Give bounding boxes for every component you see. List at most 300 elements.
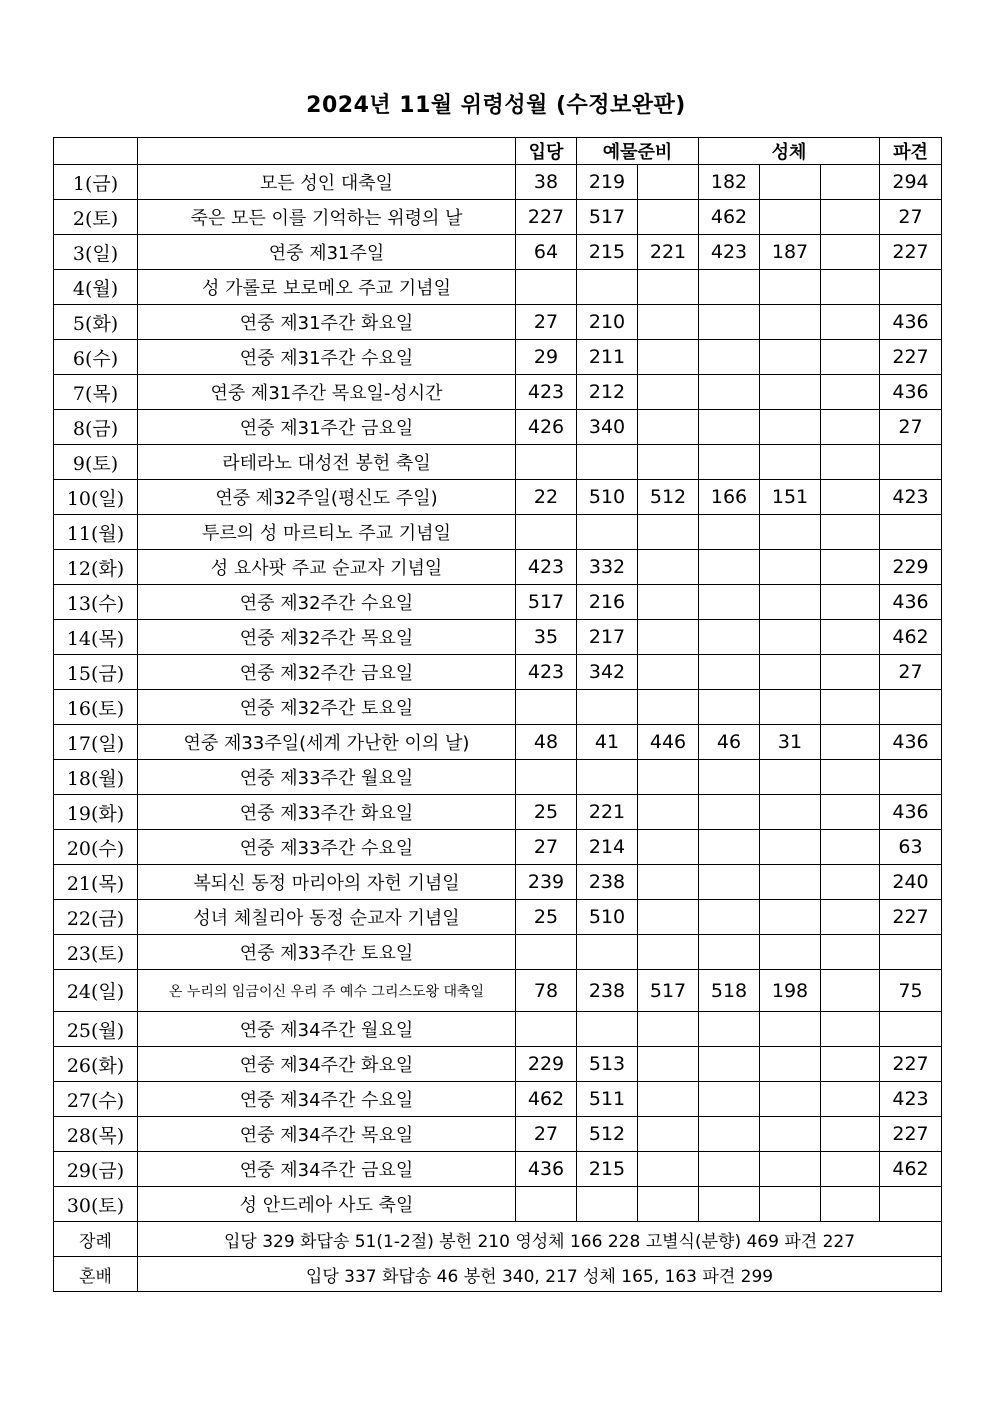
liturgy-name-cell: 연중 제33주간 화요일 [138,795,516,830]
hymn-number-cell [821,270,880,305]
hymn-number-cell [516,690,577,725]
hymn-number-cell [699,795,760,830]
hymn-number-cell [638,375,699,410]
date-cell: 23(토) [54,935,138,970]
liturgy-name-cell: 연중 제34주간 화요일 [138,1047,516,1082]
hymn-number-cell [638,515,699,550]
liturgy-name-cell: 연중 제32주간 수요일 [138,585,516,620]
date-cell: 28(목) [54,1117,138,1152]
liturgy-name-cell: 연중 제32주일(평신도 주일) [138,480,516,515]
hymn-number-cell [821,795,880,830]
date-cell: 16(토) [54,690,138,725]
table-row [54,1012,942,1047]
hymn-number-cell [699,270,760,305]
table-row [54,620,942,655]
date-cell: 18(월) [54,760,138,795]
hymn-number-cell [638,865,699,900]
liturgy-name-cell: 연중 제31주간 목요일-성시간 [138,375,516,410]
liturgy-name-cell: 라테라노 대성전 봉헌 축일 [138,445,516,480]
hymn-number-cell [699,935,760,970]
hymn-number-cell: 27 [880,200,942,235]
hymn-number-cell: 423 [880,480,942,515]
hymn-number-cell [638,1012,699,1047]
hymn-number-cell: 27 [516,830,577,865]
hymn-number-cell [760,305,821,340]
date-cell: 19(화) [54,795,138,830]
hymn-number-cell [760,550,821,585]
hymn-number-cell [821,655,880,690]
hymn-number-cell [760,865,821,900]
hymn-number-cell [821,585,880,620]
hymn-number-cell [821,690,880,725]
date-cell: 29(금) [54,1152,138,1187]
hymn-number-cell [760,515,821,550]
liturgy-name-cell: 연중 제31주간 금요일 [138,410,516,445]
hymn-number-cell [699,515,760,550]
hymn-number-cell [638,1187,699,1222]
liturgy-name-cell: 연중 제33주간 토요일 [138,935,516,970]
liturgy-name-cell: 연중 제34주간 금요일 [138,1152,516,1187]
hymn-number-cell [699,760,760,795]
hymn-number-cell [638,620,699,655]
hymn-number-cell: 214 [577,830,638,865]
table-row [54,1152,942,1187]
hymn-number-cell: 436 [880,585,942,620]
hymn-number-cell [638,585,699,620]
hymn-number-cell: 517 [516,585,577,620]
hymn-number-cell [880,270,942,305]
hymn-number-cell: 462 [516,1082,577,1117]
date-cell: 13(수) [54,585,138,620]
hymn-number-cell [821,935,880,970]
hymn-number-cell [821,515,880,550]
hymn-number-cell: 517 [638,970,699,1012]
hymn-number-cell: 423 [516,375,577,410]
date-cell: 26(화) [54,1047,138,1082]
liturgy-name-cell: 모든 성인 대축일 [138,165,516,200]
liturgy-name-cell: 연중 제31주간 화요일 [138,305,516,340]
hymn-number-cell: 46 [699,725,760,760]
header-dismissal: 파견 [880,138,942,165]
table-row [54,165,942,200]
date-cell: 9(토) [54,445,138,480]
hymn-number-cell: 462 [699,200,760,235]
hymn-number-cell: 78 [516,970,577,1012]
liturgy-name-cell: 연중 제31주일 [138,235,516,270]
table-row [54,270,942,305]
hymn-number-cell [821,235,880,270]
table-row [54,410,942,445]
date-cell: 15(금) [54,655,138,690]
hymn-number-cell [821,1082,880,1117]
liturgy-name-cell: 죽은 모든 이를 기억하는 위령의 날 [138,200,516,235]
hymn-number-cell [760,900,821,935]
date-cell: 10(일) [54,480,138,515]
document-title: 2024년 11월 위령성월 (수정보완판) [306,93,686,118]
date-cell: 6(수) [54,340,138,375]
hymn-number-cell [821,480,880,515]
hymn-number-cell: 423 [699,235,760,270]
table-row [54,970,942,1012]
date-cell: 20(수) [54,830,138,865]
hymn-number-cell [821,1117,880,1152]
hymn-number-cell [760,1012,821,1047]
footer-row [54,1257,942,1292]
hymn-number-cell [638,550,699,585]
hymn-number-cell: 215 [577,1152,638,1187]
hymn-number-cell [880,1187,942,1222]
hymn-number-cell: 436 [880,795,942,830]
hymn-number-cell: 332 [577,550,638,585]
hymn-number-cell: 215 [577,235,638,270]
table-row [54,340,942,375]
hymn-number-cell [638,655,699,690]
table-row [54,865,942,900]
date-cell: 11(월) [54,515,138,550]
hymn-number-cell: 423 [880,1082,942,1117]
hymn-number-cell [880,690,942,725]
hymn-number-cell [880,515,942,550]
hymn-number-cell: 182 [699,165,760,200]
table-row [54,900,942,935]
hymn-number-cell [699,1012,760,1047]
hymn-number-cell [577,1187,638,1222]
hymn-number-cell [638,1047,699,1082]
hymn-number-cell [821,305,880,340]
table-row [54,1047,942,1082]
date-cell: 5(화) [54,305,138,340]
hymn-number-cell [516,1187,577,1222]
hymn-number-cell: 216 [577,585,638,620]
header-name-cell [138,138,516,165]
table-row [54,445,942,480]
liturgy-name-cell: 성녀 체칠리아 동정 순교자 기념일 [138,900,516,935]
hymn-number-cell: 436 [880,305,942,340]
liturgy-name-cell: 연중 제33주간 수요일 [138,830,516,865]
hymn-number-cell [821,445,880,480]
footer-label: 장례 [54,1222,138,1257]
hymn-number-cell: 342 [577,655,638,690]
hymn-number-cell [638,935,699,970]
hymn-number-cell [577,1012,638,1047]
liturgy-name-cell: 연중 제31주간 수요일 [138,340,516,375]
hymn-number-cell: 510 [577,900,638,935]
hymn-number-cell [699,900,760,935]
hymn-number-cell: 27 [880,655,942,690]
hymn-number-cell [699,305,760,340]
hymn-number-cell: 510 [577,480,638,515]
hymn-number-cell: 294 [880,165,942,200]
table-row [54,795,942,830]
hymn-number-cell [699,550,760,585]
hymn-number-cell: 227 [880,900,942,935]
liturgy-name-cell: 성 요사팟 주교 순교자 기념일 [138,550,516,585]
hymn-number-cell: 227 [516,200,577,235]
hymn-number-cell: 166 [699,480,760,515]
hymn-number-cell: 221 [638,235,699,270]
liturgy-name-cell: 성 안드레아 사도 축일 [138,1187,516,1222]
hymn-number-cell [821,1152,880,1187]
hymn-number-cell [760,935,821,970]
liturgy-name-cell: 투르의 성 마르티노 주교 기념일 [138,515,516,550]
table-row [54,655,942,690]
date-cell: 22(금) [54,900,138,935]
header-date-cell [54,138,138,165]
date-cell: 17(일) [54,725,138,760]
hymn-number-cell [577,515,638,550]
hymn-number-cell: 436 [880,725,942,760]
hymn-number-cell [821,900,880,935]
hymn-number-cell: 187 [760,235,821,270]
hymn-number-cell: 212 [577,375,638,410]
hymn-number-cell [699,1082,760,1117]
hymn-number-cell [760,1047,821,1082]
hymn-number-cell: 238 [577,970,638,1012]
hymn-number-cell: 63 [880,830,942,865]
hymn-number-cell [760,585,821,620]
table-row [54,690,942,725]
liturgy-name-cell: 성 가롤로 보로메오 주교 기념일 [138,270,516,305]
hymn-number-cell [516,760,577,795]
hymn-number-cell: 426 [516,410,577,445]
table-row [54,1117,942,1152]
hymn-number-cell [760,1082,821,1117]
header-row [54,138,942,165]
date-cell: 2(토) [54,200,138,235]
header-entrance: 입당 [516,138,577,165]
date-cell: 7(목) [54,375,138,410]
hymn-number-cell: 25 [516,900,577,935]
hymn-number-cell [821,1047,880,1082]
hymn-number-cell [638,305,699,340]
hymn-number-cell: 217 [577,620,638,655]
header-offertory: 예물준비 [577,138,699,165]
liturgy-name-cell: 복되신 동정 마리아의 자헌 기념일 [138,865,516,900]
date-cell: 21(목) [54,865,138,900]
hymn-number-cell [699,1187,760,1222]
hymn-number-cell [638,270,699,305]
date-cell: 12(화) [54,550,138,585]
table-row [54,1082,942,1117]
hymn-number-cell [638,200,699,235]
hymn-number-cell [577,935,638,970]
hymn-number-cell: 64 [516,235,577,270]
hymn-number-cell: 210 [577,305,638,340]
hymn-schedule-table [53,137,942,1292]
hymn-number-cell [699,655,760,690]
hymn-number-cell: 462 [880,620,942,655]
hymn-number-cell [821,1187,880,1222]
hymn-number-cell: 239 [516,865,577,900]
hymn-number-cell [760,200,821,235]
liturgy-name-cell: 연중 제34주간 월요일 [138,1012,516,1047]
hymn-number-cell [821,410,880,445]
hymn-number-cell: 151 [760,480,821,515]
table-row [54,585,942,620]
hymn-number-cell [821,340,880,375]
hymn-number-cell: 512 [638,480,699,515]
hymn-number-cell: 27 [516,305,577,340]
hymn-number-cell [760,410,821,445]
hymn-number-cell: 198 [760,970,821,1012]
table-row [54,725,942,760]
hymn-number-cell [821,200,880,235]
hymn-number-cell: 27 [880,410,942,445]
hymn-number-cell: 511 [577,1082,638,1117]
table-row [54,760,942,795]
hymn-number-cell [638,1152,699,1187]
hymn-number-cell: 227 [880,1047,942,1082]
hymn-number-cell [821,725,880,760]
hymn-number-cell: 513 [577,1047,638,1082]
hymn-number-cell [699,620,760,655]
hymn-number-cell: 423 [516,550,577,585]
hymn-number-cell [821,165,880,200]
hymn-number-cell: 517 [577,200,638,235]
hymn-number-cell [760,1152,821,1187]
table-row [54,200,942,235]
hymn-number-cell [880,445,942,480]
date-cell: 25(월) [54,1012,138,1047]
hymn-number-cell [638,340,699,375]
hymn-number-cell: 423 [516,655,577,690]
hymn-number-cell: 22 [516,480,577,515]
hymn-number-cell [880,935,942,970]
hymn-number-cell [699,1117,760,1152]
hymn-number-cell: 240 [880,865,942,900]
hymn-number-cell: 27 [516,1117,577,1152]
hymn-number-cell [699,865,760,900]
hymn-number-cell [699,830,760,865]
hymn-number-cell: 229 [880,550,942,585]
hymn-number-cell: 512 [577,1117,638,1152]
hymn-number-cell [760,340,821,375]
hymn-number-cell [577,760,638,795]
footer-text: 입당 337 화답송 46 봉헌 340, 217 성체 165, 163 파견 299 [138,1257,942,1292]
hymn-number-cell [638,690,699,725]
hymn-number-cell [638,900,699,935]
hymn-number-cell [760,1187,821,1222]
hymn-number-cell: 462 [880,1152,942,1187]
liturgy-name-cell: 온 누리의 임금이신 우리 주 예수 그리스도왕 대축일 [138,970,516,1012]
hymn-number-cell [516,935,577,970]
hymn-number-cell [699,690,760,725]
table-row [54,375,942,410]
hymn-number-cell [638,410,699,445]
hymn-number-cell [699,1047,760,1082]
date-cell: 27(수) [54,1082,138,1117]
hymn-number-cell [821,1012,880,1047]
hymn-number-cell [638,445,699,480]
hymn-number-cell [880,760,942,795]
hymn-number-cell: 227 [880,340,942,375]
table-row [54,1187,942,1222]
hymn-number-cell [638,1082,699,1117]
header-communion: 성체 [699,138,880,165]
hymn-number-cell [760,375,821,410]
date-cell: 3(일) [54,235,138,270]
hymn-number-cell: 35 [516,620,577,655]
hymn-number-cell [760,445,821,480]
hymn-number-cell [760,655,821,690]
hymn-number-cell [760,795,821,830]
hymn-number-cell: 436 [516,1152,577,1187]
footer-text: 입당 329 화답송 51(1-2절) 봉헌 210 영성체 166 228 고별식(분향) 469 파견 227 [138,1222,942,1257]
hymn-number-cell: 446 [638,725,699,760]
date-cell: 24(일) [54,970,138,1012]
hymn-number-cell: 221 [577,795,638,830]
hymn-number-cell: 229 [516,1047,577,1082]
table-row [54,515,942,550]
hymn-number-cell [699,1152,760,1187]
hymn-number-cell [821,865,880,900]
hymn-number-cell [516,515,577,550]
footer-row [54,1222,942,1257]
table-row [54,305,942,340]
hymn-number-cell: 75 [880,970,942,1012]
hymn-number-cell: 29 [516,340,577,375]
hymn-number-cell: 25 [516,795,577,830]
table-row [54,235,942,270]
hymn-number-cell [821,970,880,1012]
hymn-number-cell [699,445,760,480]
footer-label: 혼배 [54,1257,138,1292]
liturgy-name-cell: 연중 제33주일(세계 가난한 이의 날) [138,725,516,760]
hymn-number-cell [880,1012,942,1047]
hymn-number-cell [699,410,760,445]
hymn-number-cell [760,830,821,865]
hymn-number-cell [699,375,760,410]
hymn-number-cell: 38 [516,165,577,200]
hymn-number-cell: 31 [760,725,821,760]
hymn-number-cell: 436 [880,375,942,410]
hymn-number-cell: 238 [577,865,638,900]
hymn-number-cell [760,620,821,655]
date-cell: 1(금) [54,165,138,200]
hymn-number-cell [821,620,880,655]
hymn-number-cell [821,550,880,585]
hymn-number-cell [821,760,880,795]
liturgy-name-cell: 연중 제33주간 월요일 [138,760,516,795]
hymn-number-cell [577,270,638,305]
hymn-number-cell [638,1117,699,1152]
hymn-number-cell: 518 [699,970,760,1012]
date-cell: 8(금) [54,410,138,445]
liturgy-name-cell: 연중 제34주간 목요일 [138,1117,516,1152]
table-row [54,830,942,865]
hymn-number-cell: 211 [577,340,638,375]
hymn-number-cell [760,165,821,200]
date-cell: 14(목) [54,620,138,655]
liturgy-name-cell: 연중 제32주간 목요일 [138,620,516,655]
hymn-number-cell: 340 [577,410,638,445]
hymn-number-cell: 227 [880,235,942,270]
hymn-number-cell [577,690,638,725]
hymn-number-cell [821,375,880,410]
hymn-number-cell [516,445,577,480]
liturgy-name-cell: 연중 제34주간 수요일 [138,1082,516,1117]
date-cell: 30(토) [54,1187,138,1222]
hymn-number-cell [699,340,760,375]
table-row [54,480,942,515]
hymn-number-cell [638,830,699,865]
hymn-number-cell: 48 [516,725,577,760]
hymn-number-cell [760,760,821,795]
hymn-number-cell: 227 [880,1117,942,1152]
hymn-number-cell [638,760,699,795]
hymn-number-cell [760,690,821,725]
hymn-number-cell: 41 [577,725,638,760]
